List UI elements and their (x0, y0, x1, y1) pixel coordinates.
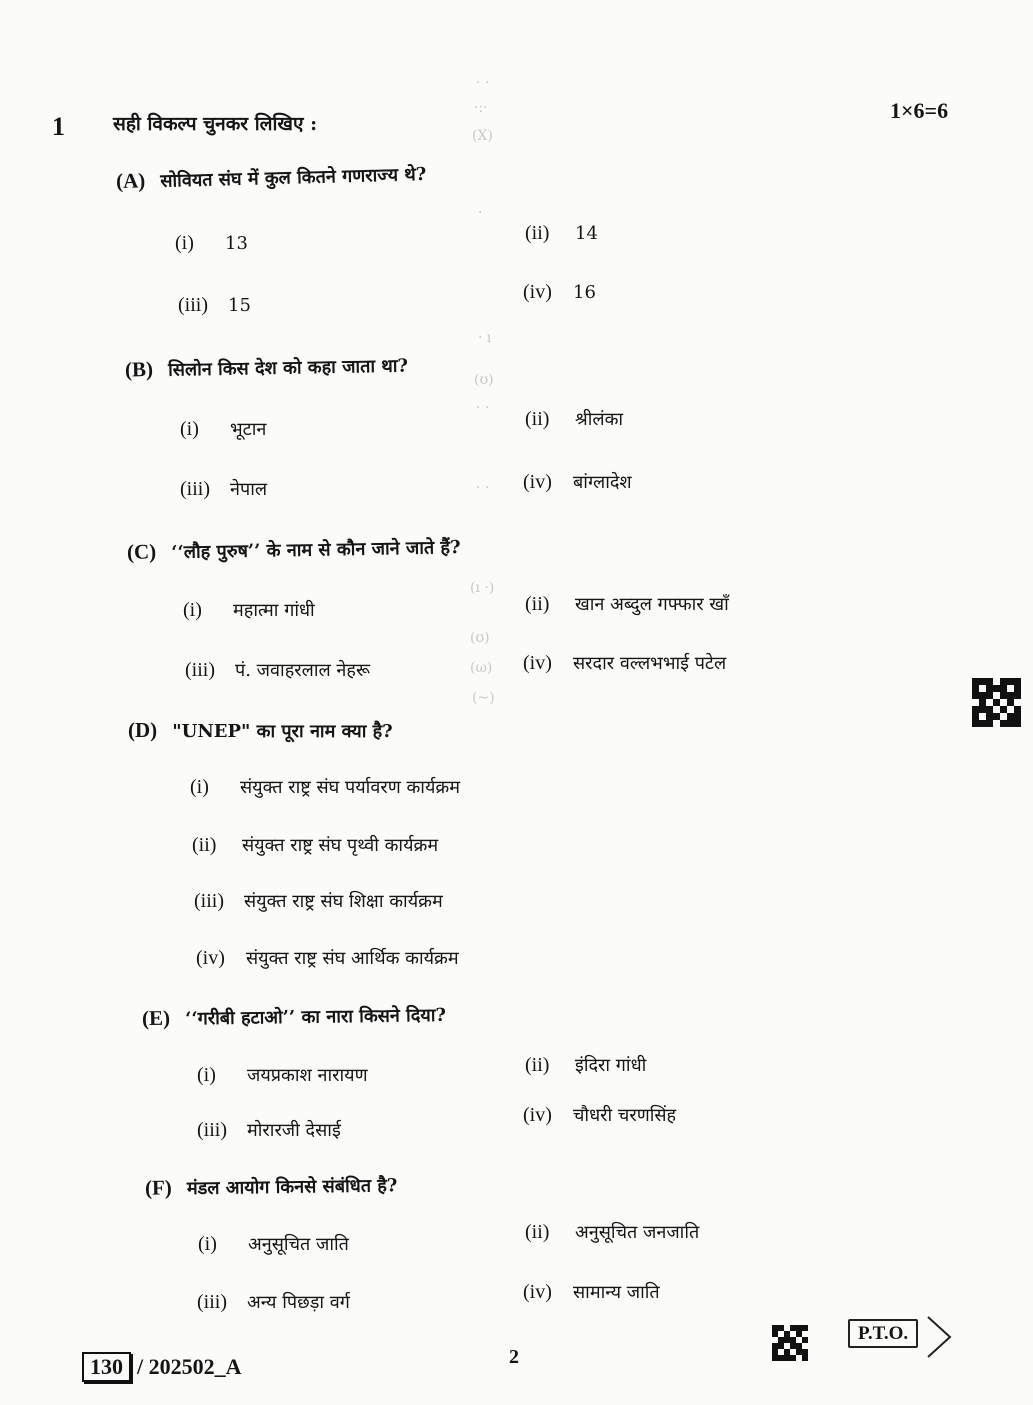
part-question: ‘‘लौह पुरुष’’ के नाम से कौन जाने जाते हैं? (171, 537, 461, 564)
option-c-iii: (iii) पं. जवाहरलाल नेहरू (185, 659, 370, 681)
part-c-heading (127, 534, 461, 565)
option-e-iv: (iv) चौधरी चरणसिंह (523, 1104, 677, 1126)
part-label: (A) (115, 168, 146, 194)
page-number: 2 (509, 1346, 519, 1368)
part-question: ‘‘गरीबी हटाओ’’ का नारा किसने दिया? (184, 1004, 447, 1030)
option-d-iv: (iv) संयुक्त राष्ट्र संघ आर्थिक कार्यक्रम (196, 947, 459, 969)
part-label: (E) (141, 1005, 171, 1031)
option-e-ii: (ii) इंदिरा गांधी (525, 1054, 647, 1076)
option-c-i: (i) महात्मा गांधी (183, 599, 315, 621)
option-d-i: (i) संयुक्त राष्ट्र संघ पर्यावरण कार्यक्रम (190, 776, 460, 798)
part-e-heading (142, 1002, 446, 1031)
option-a-ii: (ii) 14 (525, 222, 598, 244)
option-a-i: (i) 13 (175, 232, 248, 254)
option-d-iii: (iii) संयुक्त राष्ट्र संघ शिक्षा कार्यक्रम (194, 890, 443, 912)
question-number: 1 (52, 112, 65, 141)
option-f-iii: (iii) अन्य पिछड़ा वर्ग (197, 1291, 350, 1313)
option-f-iv: (iv) सामान्य जाति (523, 1281, 660, 1303)
part-label: (F) (144, 1175, 172, 1200)
option-c-iv: (iv) सरदार वल्लभभाई पटेल (523, 652, 727, 674)
option-a-iii: (iii) 15 (178, 294, 251, 316)
question-instruction: सही विकल्प चुनकर लिखिए : (113, 113, 318, 135)
barcode-icon (772, 1325, 808, 1361)
part-question: "UNEP" का पूरा नाम क्या है? (172, 721, 393, 742)
pto-marker (848, 1323, 918, 1345)
option-b-iii: (iii) नेपाल (180, 478, 268, 500)
option-b-i: (i) भूटान (180, 418, 267, 440)
part-label: (C) (126, 539, 157, 564)
option-b-ii: (ii) श्रीलंका (525, 408, 624, 430)
option-d-ii: (ii) संयुक्त राष्ट्र संघ पृथ्वी कार्यक्रम (192, 834, 439, 856)
qr-code-icon (972, 678, 1021, 727)
option-b-iv: (iv) बांग्लादेश (523, 471, 632, 493)
paper-code-box: 130 (82, 1352, 131, 1382)
option-f-i: (i) अनुसूचित जाति (198, 1233, 349, 1255)
part-label: (B) (124, 356, 154, 382)
pto-label: P.T.O. (848, 1319, 918, 1348)
part-question: सिलोन किस देश को कहा जाता था? (167, 355, 409, 381)
option-a-iv: (iv) 16 (523, 281, 596, 303)
option-f-ii: (ii) अनुसूचित जनजाति (525, 1221, 700, 1243)
paper-code (82, 1352, 242, 1382)
option-c-ii: (ii) खान अब्दुल गफ्फार खाँ (525, 593, 729, 615)
part-a-heading (116, 161, 427, 194)
marks-allocation: 1×6=6 (890, 98, 949, 123)
part-d-heading (128, 718, 393, 743)
part-f-heading (145, 1172, 398, 1201)
part-label: (D) (128, 718, 158, 742)
option-e-iii: (iii) मोरारजी देसाई (197, 1119, 341, 1141)
option-e-i: (i) जयप्रकाश नारायण (197, 1064, 368, 1086)
pto-arrow-icon (926, 1313, 952, 1361)
part-question: सोवियत संघ में कुल कितने गणराज्य थे? (160, 163, 427, 192)
part-b-heading (125, 353, 408, 383)
series-code: / 202502_A (137, 1354, 242, 1379)
part-question: मंडल आयोग किनसे संबंधित है? (186, 1175, 398, 1200)
